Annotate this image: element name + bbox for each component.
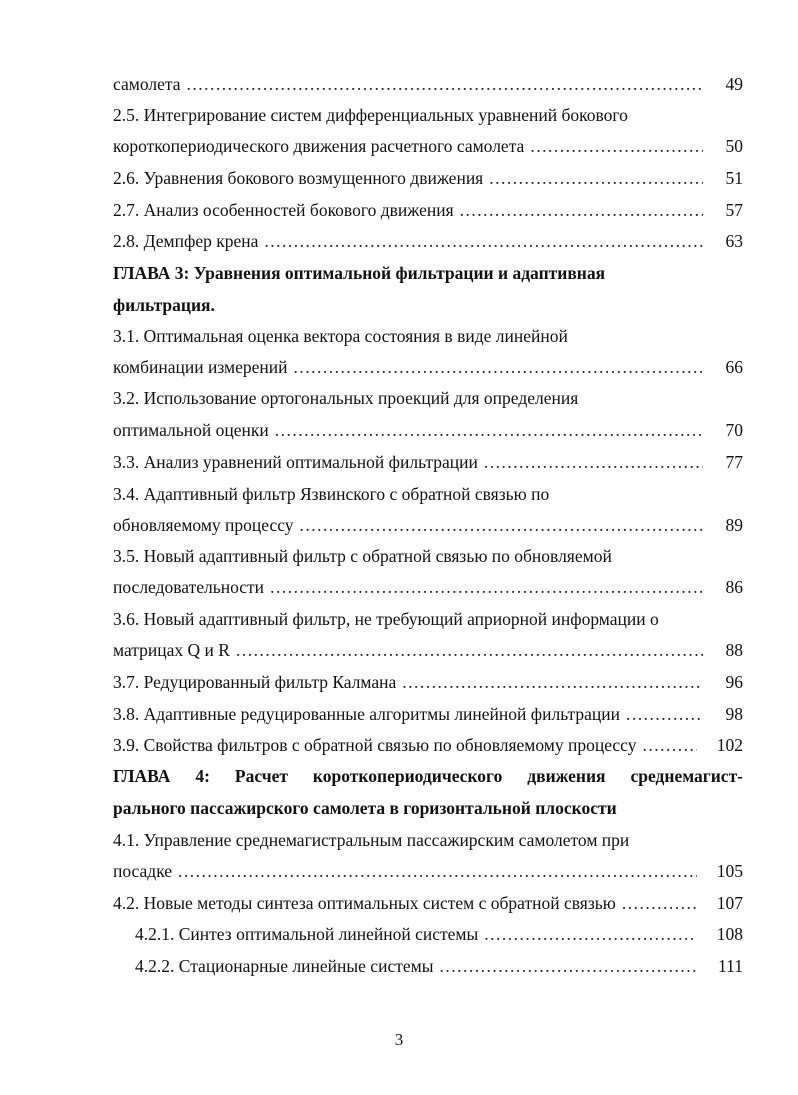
- toc-entry-title: короткопериодического движения расчетного самолета: [113, 136, 525, 156]
- toc-entry-line1: 3.2. Использование ортогональных проекций для определения: [113, 388, 579, 408]
- toc-entry-title: 2.6. Уравнения бокового возмущенного движения: [113, 168, 484, 188]
- toc-entry: [113, 132, 743, 160]
- toc-subentry: [135, 952, 743, 980]
- toc-entry-title: матрицах Q и R: [113, 640, 230, 660]
- toc-entry-line1: 4.1. Управление среднемагистральным пассажирским самолетом при: [113, 830, 630, 850]
- toc-entry: [113, 416, 743, 444]
- toc-entry-page: 51: [725, 168, 743, 188]
- toc-entry-page: 66: [725, 357, 743, 377]
- toc-entry: [113, 511, 743, 539]
- toc-entry-page: 86: [725, 577, 743, 597]
- toc-entry-page: 107: [716, 893, 743, 913]
- leader-dots: [293, 353, 703, 381]
- toc-entry-title: последовательности: [113, 577, 265, 597]
- toc-entry: [113, 70, 743, 98]
- toc-entry: [113, 196, 743, 224]
- leader-dots: [530, 132, 703, 160]
- chapter-4-heading-line2: рального пассажирского самолета в горизонтальной плоскости: [113, 798, 617, 818]
- toc-entry-title: 3.8. Адаптивные редуцированные алгоритмы линейной фильтрации: [113, 704, 621, 724]
- leader-dots: [264, 227, 703, 255]
- toc-entry-title: посадке: [113, 861, 173, 881]
- toc-entry-title: 4.2. Новые методы синтеза оптимальных систем с обратной связью: [113, 893, 616, 913]
- page-number: 3: [394, 1030, 404, 1049]
- toc-entry: [113, 700, 743, 728]
- toc-entry: [113, 573, 743, 601]
- toc-entry: [113, 164, 743, 192]
- leader-dots: [178, 857, 697, 885]
- chapter-4-heading-line1: ГЛАВА 4: Расчет короткопериодического движения среднемагист-: [113, 766, 743, 786]
- toc-entry-page: 102: [716, 735, 743, 755]
- toc-entry-page: 57: [725, 200, 743, 220]
- toc-entry-title: 2.7. Анализ особенностей бокового движения: [113, 200, 454, 220]
- leader-dots: [300, 511, 703, 539]
- leader-dots: [275, 416, 703, 444]
- toc-entry-title: 3.9. Свойства фильтров с обратной связью по обновляемому процессу: [113, 735, 637, 755]
- toc-entry-page: 98: [725, 704, 743, 724]
- toc-entry-title: 3.3. Анализ уравнений оптимальной фильтрации: [113, 452, 478, 472]
- toc-entry: [113, 857, 743, 885]
- toc-entry-title: 3.7. Редуцированный фильтр Калмана: [113, 672, 397, 692]
- toc-entry-page: 49: [725, 74, 743, 94]
- toc-entry: [113, 889, 743, 917]
- toc-entry-line1: 3.1. Оптимальная оценка вектора состояния в виде линейной: [113, 326, 568, 346]
- leader-dots: [402, 668, 703, 696]
- toc-entry-page: 111: [718, 956, 743, 976]
- toc-entry-line1: 3.5. Новый адаптивный фильтр с обратной связью по обновляемой: [113, 546, 612, 566]
- chapter-3-heading-line1: ГЛАВА 3: Уравнения оптимальной фильтрации и адаптивная: [113, 263, 606, 283]
- leader-dots: [642, 731, 697, 759]
- leader-dots: [460, 196, 703, 224]
- toc-subentry: [135, 920, 743, 948]
- toc-entry-title: 4.2.1. Синтез оптимальной линейной системы: [135, 924, 479, 944]
- toc-entry-title: оптимальной оценки: [113, 420, 269, 440]
- toc-entry-line1: 3.6. Новый адаптивный фильтр, не требующий априорной информации о: [113, 609, 659, 629]
- toc-entry-page: 88: [725, 640, 743, 660]
- toc-entry-page: 96: [725, 672, 743, 692]
- toc-entry: [113, 353, 743, 381]
- toc-entry-title: 2.8. Демпфер крена: [113, 231, 259, 251]
- leader-dots: [439, 952, 697, 980]
- toc-entry: [113, 668, 743, 696]
- leader-dots: [489, 164, 703, 192]
- toc-entry-line1: 3.4. Адаптивный фильтр Язвинского с обратной связью по: [113, 484, 550, 504]
- toc-entry-page: 50: [725, 136, 743, 156]
- toc-entry-title: обновляемому процессу: [113, 515, 294, 535]
- leader-dots: [622, 889, 697, 917]
- toc-entry: [113, 227, 743, 255]
- toc-entry-line1: 2.5. Интегрирование систем дифференциальных уравнений бокового: [113, 105, 628, 125]
- toc-entry-page: 77: [725, 452, 743, 472]
- toc-entry-title: 4.2.2. Стационарные линейные системы: [135, 956, 434, 976]
- chapter-3-heading-line2: фильтрация.: [113, 295, 215, 315]
- toc-entry: [113, 448, 743, 476]
- leader-dots: [186, 70, 703, 98]
- leader-dots: [484, 448, 703, 476]
- leader-dots: [270, 573, 703, 601]
- toc-entry-page: 70: [725, 420, 743, 440]
- leader-dots: [236, 636, 703, 664]
- leader-dots: [484, 920, 697, 948]
- toc-entry-title: комбинации измерений: [113, 357, 288, 377]
- leader-dots: [626, 700, 703, 728]
- toc-entry-page: 108: [716, 924, 743, 944]
- toc-entry: [113, 731, 743, 759]
- toc-entry-page: 105: [716, 861, 743, 881]
- toc-entry-page: 89: [725, 515, 743, 535]
- toc-entry: [113, 636, 743, 664]
- toc-entry-page: 63: [725, 231, 743, 251]
- toc-entry-title: самолета: [113, 74, 181, 94]
